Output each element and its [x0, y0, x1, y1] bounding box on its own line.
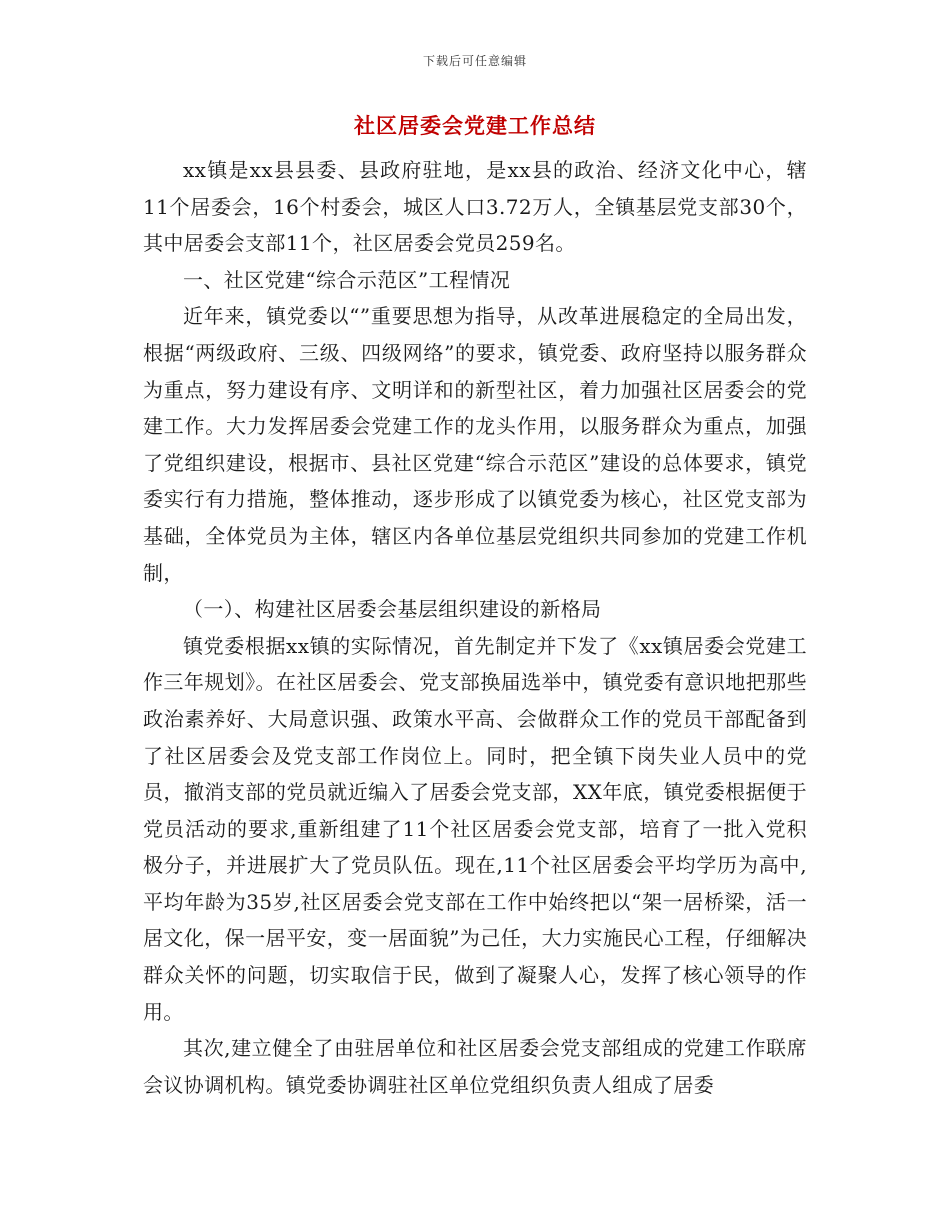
- section-heading-1: 一、社区党建“综合示范区”工程情况: [183, 267, 511, 292]
- document-body: [143, 152, 807, 1103]
- paragraph-coordination: 其次,建立健全了由驻居单位和社区居委会党支部组成的党建工作联席会议协调机构。镇党委协调驻社区单位党组织负责人组成了居委: [143, 1036, 807, 1097]
- paragraph-intro: xx镇是xx县县委、县政府驻地，是xx县的政治、经济文化中心，辖11个居委会，16个村委会，城区人口3.72万人，全镇基层党支部30个，其中居委会支部11个，社区居委会党员259名。: [143, 158, 807, 256]
- document-title: 社区居委会党建工作总结: [354, 113, 596, 138]
- header-note: 下载后可任意编辑: [422, 54, 527, 68]
- paragraph-organization: 镇党委根据xx镇的实际情况，首先制定并下发了《xx镇居委会党建工作三年规划》。在社区居委会、党支部换届选举中，镇党委有意识地把那些政治素养好、大局意识强、政策水平高、会做群众工作的党员干部配备到了社区居委会及党支部工作岗位上。同时，把全镇下岗失业人员中的党员，撤消支部的党员就近编入了居委会党支部，XX年底，镇党委根据便于党员活动的要求,重新组建了11个社区居委会党支部，培育了一批入党积极分子，并进展扩大了党员队伍。现在,11个社区居委会平均学历为高中,平均年龄为35岁,社区居委会党支部在工作中始终把以“架一居桥梁，活一居文化，保一居平安，变一居面貌”为己任，大力实施民心工程，仔细解决群众关怀的问题，切实取信于民，做到了凝聚人心，发挥了核心领导的作用。: [143, 633, 807, 1024]
- paragraph-overview: 近年来，镇党委以“”重要思想为指导，从改革进展稳定的全局出发，根据“两级政府、三级、四级网络”的要求，镇党委、政府坚持以服务群众为重点，努力建设有序、文明详和的新型社区，着力加强社区居委会的党建工作。大力发挥居委会党建工作的龙头作用，以服务群众为重点，加强了党组织建设，根据市、县社区党建“综合示范区”建设的总体要求，镇党委实行有力措施，整体推动，逐步形成了以镇党委为核心，社区党支部为基础，全体党员为主体，辖区内各单位基层党组织共同参加的党建工作机制，: [143, 304, 807, 585]
- subsection-heading-1: （一）、构建社区居委会基层组织建设的新格局: [183, 597, 602, 622]
